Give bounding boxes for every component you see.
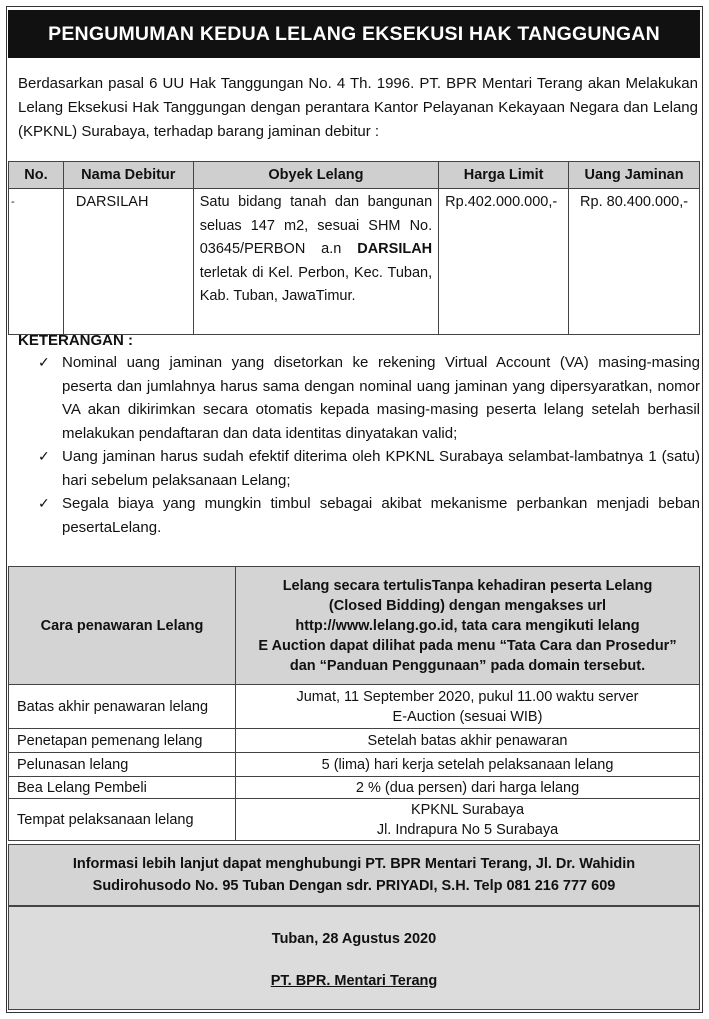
cara-line: E Auction dapat dilihat pada menu “Tata Cara dan Prosedur” [258,637,677,654]
list-item [18,351,700,445]
asset-table [8,161,700,335]
list-item-text: Segala biaya yang mungkin timbul sebagai akibat mekanisme perbankan menjadi beban pesertaLelang. [62,495,700,536]
value-line: Jumat, 11 September 2020, pukul 11.00 waktu server [296,688,639,705]
auction-details-table [8,566,700,841]
list-item-text: Nominal uang jaminan yang disetorkan ke rekening Virtual Account (VA) masing-masing peserta dan jumlahnya harus sama dengan nominal uang jaminan yang dipersyaratkan, nomor VA akan dikirimkan secara otomatis kepada masing-masing peserta lelang setelah berhasil melakukan pendaftaran dan data identitas dinyatakan valid; [62,354,700,442]
closing-date: Tuban, 28 Agustus 2020 [271,931,437,947]
pelunasan-label: Pelunasan lelang [9,753,236,777]
pelunasan-value: 5 (lima) hari kerja setelah pelaksanaan lelang [236,753,700,777]
list-item-text: Uang jaminan harus sudah efektif diterima oleh KPKNL Surabaya selambat-lambatnya 1 (satu) hari sebelum pelaksanaan Lelang; [62,448,700,489]
keterangan-list [18,351,700,539]
value-line: KPKNL Surabaya [410,801,525,818]
obyek-text-post: terletak di Kel. Perbon, Kec. Tuban, Kab. Tuban, JawaTimur. [199,264,433,304]
checkmark-icon: ✓ [38,448,50,464]
intro-paragraph: Berdasarkan pasal 6 UU Hak Tanggungan No. 4 Th. 1996. PT. BPR Mentari Terang akan Melakukan Lelang Eksekusi Hak Tanggungan dengan perantara Kantor Pelayanan Kekayaan Negara dan Lelang (KPKNL) Surabaya, terhadap barang jaminan debitur : [18,75,698,140]
header-obyek-lelang: Obyek Lelang [193,162,438,189]
obyek-owner-name: DARSILAH [357,241,433,257]
cell-harga-limit: Rp.402.000.000,- [439,189,569,335]
list-item [18,445,700,492]
closing-section [8,906,700,1010]
cara-line: (Closed Bidding) dengan mengakses url [328,597,607,614]
bea-lelang-value: 2 % (dua persen) dari harga lelang [236,777,700,799]
keterangan-heading: KETERANGAN : [18,332,133,349]
cell-no: - [9,189,64,335]
asset-table-header [9,162,700,189]
cara-penawaran-value [236,567,700,685]
table-row [9,729,700,753]
header-nama-debitur: Nama Debitur [63,162,193,189]
header-uang-jaminan: Uang Jaminan [569,162,700,189]
cara-line: http://www.lelang.go.id, tata cara mengikuti lelang [295,617,640,634]
cara-line: dan “Panduan Penggunaan” pada domain tersebut. [289,657,646,674]
header-no: No. [9,162,64,189]
obyek-text-pre: Satu bidang tanah dan bangunan seluas 147 m2, sesuai SHM No. 03645/PERBON a.n [199,194,433,257]
checkmark-icon: ✓ [38,495,50,511]
contact-line: Sudirohusodo No. 95 Tuban Dengan sdr. PRIYADI, S.H. Telp 081 216 777 609 [92,878,616,894]
value-line: E-Auction (sesuai WIB) [392,708,543,725]
cara-line: Lelang secara tertulisTanpa kehadiran peserta Lelang [282,577,653,594]
value-line: Jl. Indrapura No 5 Surabaya [376,821,559,838]
table-row [9,777,700,799]
batas-akhir-value [236,685,700,729]
bea-lelang-label: Bea Lelang Pembeli [9,777,236,799]
penetapan-label: Penetapan pemenang lelang [9,729,236,753]
keterangan-section [18,332,700,539]
cell-debitur: DARSILAH [63,189,193,335]
list-item [18,492,700,539]
tempat-value [236,799,700,841]
batas-akhir-label: Batas akhir penawaran lelang [9,685,236,729]
cara-penawaran-label: Cara penawaran Lelang [9,567,236,685]
company-signature [9,973,699,989]
table-row [9,685,700,729]
contact-line: Informasi lebih lanjut dapat menghubungi PT. BPR Mentari Terang, Jl. Dr. Wahidin [72,856,636,872]
cell-uang-jaminan: Rp. 80.400.000,- [569,189,700,335]
table-row [9,799,700,841]
contact-info [8,844,700,906]
table-row [9,567,700,685]
penetapan-value: Setelah batas akhir penawaran [236,729,700,753]
page-title: PENGUMUMAN KEDUA LELANG EKSEKUSI HAK TANGGUNGAN [8,10,700,58]
company-name: PT. BPR. Mentari Terang [270,973,438,989]
cell-obyek [193,189,438,335]
header-harga-limit: Harga Limit [439,162,569,189]
table-row [9,753,700,777]
table-row [9,189,700,335]
tempat-label: Tempat pelaksanaan lelang [9,799,236,841]
checkmark-icon: ✓ [38,354,50,370]
